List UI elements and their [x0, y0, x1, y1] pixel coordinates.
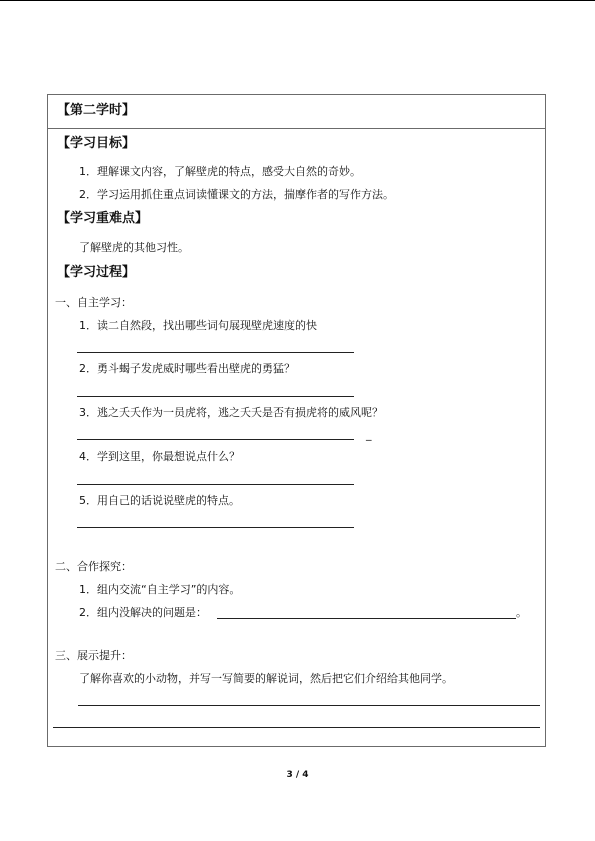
question-1: 1．读二自然段，找出哪些词句展现壁虎速度的快 — [79, 319, 317, 332]
part3-text: 了解你喜欢的小动物，并写一写简要的解说词，然后把它们介绍给其他同学。 — [79, 672, 453, 685]
question-2: 2．勇斗蝎子发虎威时哪些看出壁虎的勇猛？ — [79, 362, 295, 375]
key-points-heading: 【学习重难点】 — [57, 211, 149, 226]
page-number: 3 / 4 — [286, 770, 309, 780]
writing-line-1[interactable] — [78, 705, 540, 706]
top-rule — [0, 0, 595, 1]
stray-underscore: _ — [366, 428, 372, 441]
goal-item-1: 1．理解课文内容，了解壁虎的特点，感受大自然的奇妙。 — [79, 165, 361, 178]
unsolved-question-line[interactable] — [217, 618, 516, 619]
goal-item-2: 2．学习运用抓住重点词读懂课文的方法，揣摩作者的写作方法。 — [79, 188, 394, 201]
answer-line-3[interactable] — [77, 439, 354, 440]
box-divider — [48, 128, 545, 129]
question-4: 4．学到这里，你最想说点什么？ — [79, 450, 240, 463]
part2-item-2: 2．组内没解决的问题是： — [79, 606, 207, 619]
part2-title: 二、合作探究： — [55, 560, 132, 573]
section-title: 【第二学时】 — [57, 103, 136, 118]
process-heading: 【学习过程】 — [57, 265, 136, 280]
period-mark: 。 — [516, 606, 527, 619]
answer-line-2[interactable] — [77, 396, 354, 397]
goals-heading: 【学习目标】 — [57, 136, 136, 151]
writing-line-2[interactable] — [53, 727, 540, 728]
key-points-text: 了解壁虎的其他习性。 — [79, 241, 189, 254]
part2-item-1: 1．组内交流“自主学习”的内容。 — [79, 583, 241, 596]
part3-title: 三、展示提升： — [55, 649, 132, 662]
part1-title: 一、自主学习： — [55, 296, 132, 309]
question-5: 5．用自己的话说说壁虎的特点。 — [79, 494, 240, 507]
answer-line-5[interactable] — [77, 527, 354, 528]
question-3: 3．逃之夭夭作为一员虎将，逃之夭夭是否有损虎将的威风呢？ — [79, 406, 383, 419]
answer-line-1[interactable] — [77, 352, 354, 353]
answer-line-4[interactable] — [77, 484, 354, 485]
